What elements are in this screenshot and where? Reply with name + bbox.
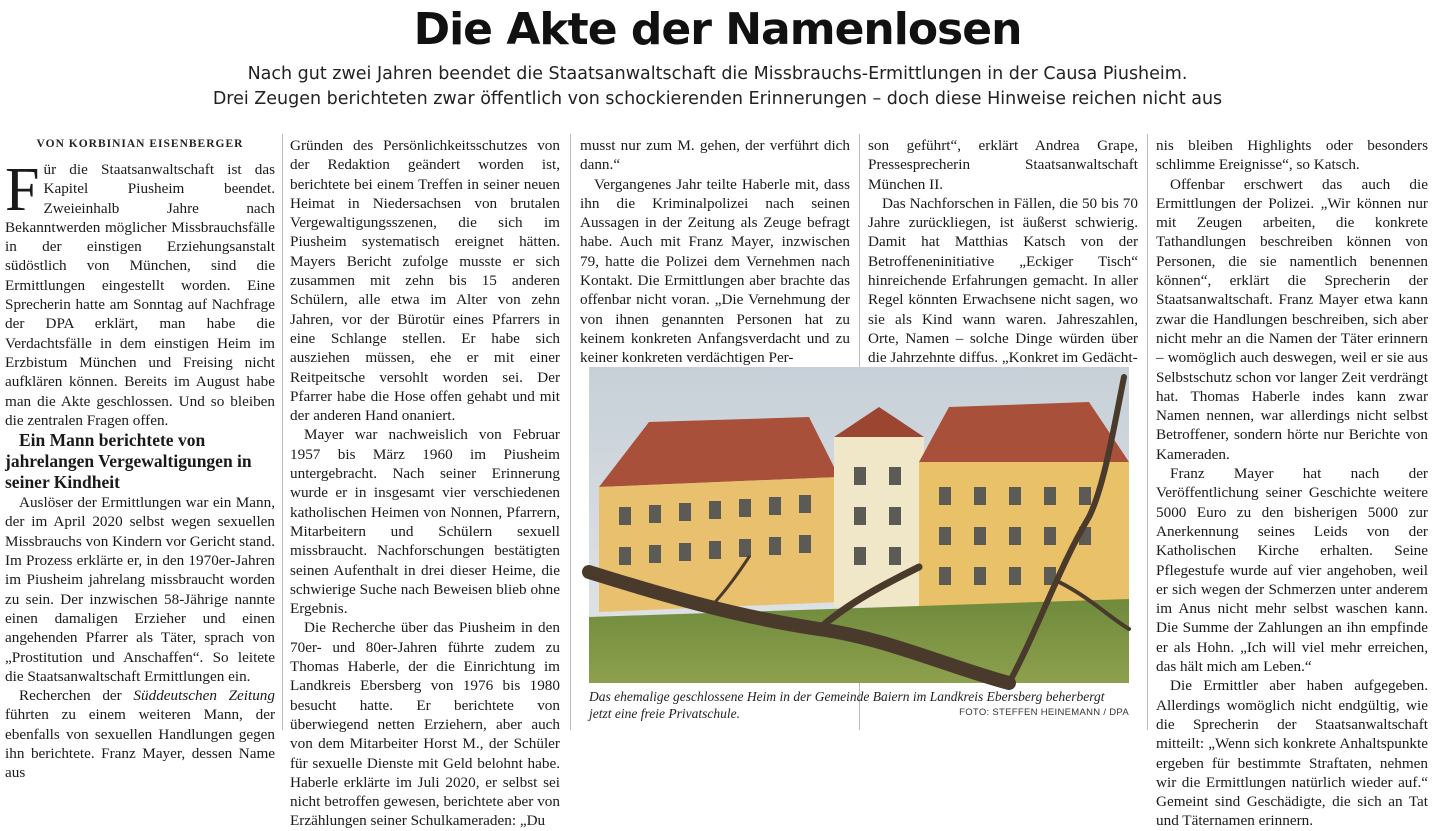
column-divider — [1147, 134, 1148, 730]
article-paragraph: Vergangenes Jahr teilte Haberle mit, dass ihn die Kriminalpolizei nach seinen Aussagen in der Zeitung als Zeuge befragt habe. Auch mit Franz Mayer, inzwischen 79, hatte die Polizei dem Vernehmen nach Kontakt. Die Ermittlungen aber brachte das offenbar nicht voran. „Die Vernehmung der von ihnen genannten Personen hat zu keinem konkreten Anfangsverdacht und zu keiner konkreten verdächtigen Per- — [580, 175, 850, 367]
article-paragraph: Offenbar erschwert das auch die Ermittlungen der Polizei. „Wir können nur mit Zeugen arbeiten, die konkrete Tathandlungen beschreiben können von Personen, die sie namentlich benennen können“, erklärt die Sprecherin der Staatsanwaltschaft. Franz Mayer etwa kann zwar die Handlungen beschreiben, sich aber nicht mehr an die Namen der Täter erinnern – womöglich auch deswegen, weil er sie aus Selbstschutz schon vor langer Zeit verdrängt hat. Thomas Haberle indes kann zwar Namen nennen, war allerdings nicht selbst Betroffener, sondern hörte nur Berichte von Kameraden. — [1156, 175, 1428, 463]
article-paragraph: musst nur zum M. gehen, der verführt dich dann.“ — [580, 137, 850, 174]
column-divider — [570, 134, 571, 730]
lead-paragraph: Für die Staatsanwaltschaft ist das Kapitel Piusheim beendet. Zweieinhalb Jahre nach Bekanntwerden möglicher Missbrauchsfälle in der einstigen Erziehungsanstalt südöstlich von München, sind die Ermittlungen eingestellt worden. Eine Sprecherin hatte am Sonntag auf Nachfrage der DPA erklärt, man habe die Verdachtsfälle in dem einstigen Heim im Erzbistum München und Freising nicht aufklären können. Bereits im August habe man die Akte geschlossen. Und so bleiben die zentralen Fragen offen. — [5, 156, 275, 429]
article-paragraph: Das Nachforschen in Fällen, die 50 bis 70 Jahre zurückliegen, ist äußerst schwierig. Damit hat Matthias Katsch von der Betroffeneninitiative „Eckiger Tisch“ hinreichende Erfahrungen gemacht. In aller Regel könnten Erwachsene nicht sagen, wo sie als Kind wann waren. Jahreszahlen, Orte, Namen – solche Dinge würden über die Jahrzehnte diffus. „Konkret im Gedächt- — [868, 194, 1138, 367]
article-paragraph: Die Ermittler aber haben aufgegeben. Allerdings womöglich nicht endgültig, wie die Sprecherin der Staatsanwaltschaft mitteilt: „Wenn sich konkrete Anhaltspunkte ergeben für bestimmte Straftaten, nehmen wir die Ermittlungen natürlich wieder auf.“ Gemeint sind Geschädigte, die sich an Tat und Täternamen erinnern. — [1156, 677, 1428, 830]
article-paragraph: nis bleiben Highlights oder besonders schlimme Ereignisse“, so Katsch. — [1156, 137, 1428, 174]
newspaper-name: Süddeutschen Zeitung — [133, 687, 275, 705]
subheadline-line-2: Drei Zeugen berichteten zwar öffentlich von schockierenden Erinnerungen – doch diese Hinweise reichen nicht aus — [212, 89, 1223, 109]
byline: VON KORBINIAN EISENBERGER — [36, 138, 244, 150]
headline: Die Akte der Namenlosen — [413, 4, 1022, 55]
article-column-3 — [580, 136, 850, 367]
building-photo-illustration — [589, 367, 1129, 683]
drop-cap: F — [5, 156, 40, 224]
subheadline-line-1: Nach gut zwei Jahren beendet die Staatsanwaltschaft die Missbrauchs-Ermittlungen in der Causa Piusheim. — [247, 64, 1188, 84]
column-divider — [282, 134, 283, 730]
article-paragraph: Auslöser der Ermittlungen war ein Mann, der im April 2020 selbst wegen sexuellen Missbrauchs von Kindern vor Gericht stand. Im Prozess erklärte er, in den 1970er-Jahren im Piusheim jahrelang missbraucht worden zu sein. Der inzwischen 58-Jährige nannte einen damaligen Erzieher und einen angehenden Pfarrer als Täter, sprach von „Prostitution und Anschaffen“. So leitete die Staatsanwaltschaft Ermittlungen ein. — [5, 494, 275, 685]
article-paragraph: Mayer war nachweislich von Februar 1957 bis März 1960 im Piusheim untergebracht. Nach seiner Erinnerung wurde er in insgesamt vier verschiedenen katholischen Heimen von Nonnen, Pfarrern, Mitarbeitern und Schülern sexuell missbraucht. Nachforschungen bestätigten seinen Aufenthalt in drei dieser Heime, die schwierige Suche nach Beweisen blieb ohne Ergebnis. — [290, 426, 560, 618]
article-paragraph: son geführt“, erklärt Andrea Grape, Pressesprecherin Staatsanwaltschaft München II. — [868, 137, 1138, 193]
article-column-5 — [1156, 136, 1428, 830]
article-paragraph: Recherchen der Süddeutschen Zeitung führten zu einem weiteren Mann, der ebenfalls von sexuellen Handlungen gegen ihn berichtete. Franz Mayer, dessen Name aus — [5, 687, 275, 782]
article-paragraph: Gründen des Persönlichkeitsschutzes von der Redaktion geändert worden ist, berichtete bei einem Treffen in seiner neuen Heimat in Niedersachsen von brutalen Vergewaltigungsszenen, die sich im Piusheim systematisch ereignet hätten. Mayers Bericht zufolge musste er sich zusammen mit zehn bis 15 anderen Schülern, alle etwa im Alter von zehn Jahren, vor der Bürotür eines Pfarrers in eine Schlange stellen. Er habe sich ausziehen müssen, ehe er mit einer Reitpeitsche versohlt worden sei. Der Pfarrer habe die Hose offen gehabt und mit der anderen Hand onaniert. — [290, 137, 560, 425]
photo-caption: Das ehemalige geschlossene Heim in der Gemeinde Baiern im Landkreis Ebersberg beherbergt jetzt eine freie Privatschule. FOTO: STEFFEN HEINEMANN / DPA — [589, 689, 1129, 721]
article-paragraph: Franz Mayer hat nach der Veröffentlichung seiner Geschichte weitere 5000 Euro zu den bisherigen 5000 zur Anerkennung seines Leids von der Katholischen Kirche erhalten. Seine Pflegestufe wurde auf vier angehoben, weil er sich wegen der Schmerzen unter anderem im Anus nicht mehr selbst waschen kann. Die Summe der Zahlungen an ihn empfinde er als Hohn. „Ich will viel mehr erreichen, das hält mich am Leben.“ — [1156, 465, 1428, 676]
article-photo — [589, 367, 1129, 683]
article-paragraph: Die Recherche über das Piusheim in den 70er- und 80er-Jahren führte zudem zu Thomas Haberle, der die Einrichtung im Landkreis Ebersberg von 1976 bis 1980 besucht hatte. Er berichtete von überwiegend netten Erziehern, aber auch von dem Mitarbeiter Horst M., der Schüler für sexuelle Dienste mit Geld belohnt habe. Haberle erklärte im Juli 2020, er selbst sei nicht betroffen gewesen, berichtete aber von Erzählungen seiner Schulkameraden: „Du — [290, 619, 560, 830]
article-column-2 — [290, 136, 560, 830]
subheadline — [0, 62, 1435, 112]
article-column-1 — [5, 156, 275, 782]
section-subheading: Ein Mann berichtete von jahrelangen Vergewaltigungen in seiner Kindheit — [5, 430, 252, 493]
photo-credit: FOTO: STEFFEN HEINEMANN / DPA — [959, 707, 1129, 718]
article-column-4 — [868, 136, 1138, 367]
